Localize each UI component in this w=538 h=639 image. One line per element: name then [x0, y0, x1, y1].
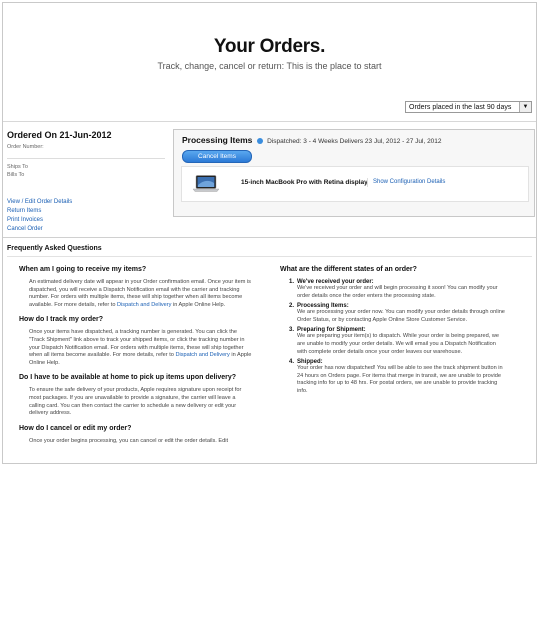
bills-to-label: Bills To [7, 172, 25, 178]
state-description: We are preparing your item(s) to dispatch. While your order is being prepared, we are unable to modify your order details. We will email you a Dispatch Notification with complete order details once your order leaves our warehouse. [297, 333, 499, 355]
state-number: 1. [288, 279, 294, 285]
state-description: Your order has now dispatched! You will be able to see the track shipment button in 24 hours on Orders page. For items that merge in transit, we are unable to provide tracking info for up to 48 hrs. For postal orders, we are unable to provide tracking info. [297, 365, 503, 394]
faq-question: When am I going to receive my items? [19, 266, 147, 273]
page-header [3, 3, 536, 122]
info-icon[interactable] [257, 138, 263, 144]
faq-question: How do I track my order? [19, 316, 104, 324]
show-configuration-link[interactable]: Show Configuration Details [373, 179, 446, 185]
faq-question: How do I cancel or edit my order? [19, 424, 132, 432]
dispatch-delivery-link[interactable]: Dispatch and Delivery [175, 352, 230, 359]
status-detail: Dispatched: 3 - 4 Weeks Delivers 23 Jul, 2012 - 27 Jul, 2012 [267, 138, 442, 145]
state-number: 3. [288, 327, 294, 334]
divider [367, 178, 368, 187]
page-subtitle: Track, change, cancel or return: This is the place to start [157, 61, 382, 71]
divider [7, 256, 532, 257]
state-title: Preparing for Shipment: [297, 327, 366, 334]
status-label: Processing Items [182, 135, 253, 145]
faq-title: Frequently Asked Questions [7, 245, 102, 252]
order-state-item [280, 279, 506, 300]
orders-filter-select[interactable] [405, 101, 532, 113]
order-state-item [280, 327, 506, 356]
dispatch-delivery-link[interactable]: Dispatch and Delivery [116, 301, 172, 308]
state-description: We are processing your order now. You can modify your order details through online Order Status, or by contacting Apple Online Store Customer Service. [297, 309, 505, 323]
page-title: Your Orders. [213, 36, 326, 57]
print-invoices-link[interactable]: Print Invoices [7, 217, 44, 223]
processing-panel [173, 129, 535, 217]
order-summary [7, 130, 165, 234]
faq-question: Do I have to be available at home to pick up items upon delivery? [19, 374, 237, 382]
cancel-items-button[interactable]: Cancel Items [182, 150, 252, 163]
faq-answer: Once your items have dispatched, a tracking number is generated. You can click the "Track Shipment" link above to track your shipped items, or click the tracking number in your Dispatch Notification email. For orders with multiple items, these will ship together when all items become available. For more details, refer to Dispatch and Delivery in Apple Online Help. [29, 329, 252, 366]
processing-status [182, 135, 442, 145]
faq-questions [19, 266, 252, 452]
state-title: Processing Items: [297, 303, 349, 310]
order-item [181, 166, 529, 202]
order-states-title: What are the different states of an order? [280, 266, 417, 273]
view-edit-order-link[interactable]: View / Edit Order Details [7, 199, 73, 205]
order-state-item [280, 359, 506, 395]
divider [7, 158, 165, 159]
order-actions [7, 198, 72, 234]
ships-to-label: Ships To [7, 164, 28, 170]
state-title: We've received your order: [297, 279, 374, 285]
cancel-order-link[interactable]: Cancel Order [7, 226, 43, 232]
faq-section [3, 238, 536, 464]
order-state-item [280, 303, 506, 324]
faq-answer: To ensure the safe delivery of your products, Apple requires signature upon receipt for most packages. If you are unavailable to provide a signature, the carrier will leave a calling card. You can then contact the carrier to schedule a new delivery or edit your delivery address. [29, 387, 242, 417]
return-items-link[interactable]: Return Items [7, 208, 42, 214]
orders-filter-value: Orders placed in the last 90 days [409, 104, 512, 111]
order-number-label: Order Number: [7, 144, 44, 150]
state-number: 2. [288, 303, 294, 310]
item-name: 15-inch MacBook Pro with Retina display [241, 179, 368, 186]
state-title: Shipped: [297, 359, 323, 366]
macbook-thumbnail [192, 175, 220, 192]
orders-page [2, 2, 537, 464]
state-description: We've received your order and will begin processing it soon! You can modify your order details once the order enters the processing state. [297, 285, 498, 299]
dropdown-arrow-icon[interactable]: ▼ [519, 102, 531, 112]
order-states [280, 266, 506, 399]
faq-answer: Once your order begins processing, you can cancel or edit the order details. Edit [29, 437, 228, 444]
order-date: Ordered On 21-Jun-2012 [7, 130, 112, 140]
state-number: 4. [288, 359, 294, 366]
faq-answer: An estimated delivery date will appear in your Order confirmation email. Once your item is dispatched, you will receive a Dispatch Notification email with the carrier and tracking number. For orders with multiple items, these will ship together when all items become available. For more details, refer to Dispatch and Delivery in Apple Online Help. [29, 279, 251, 308]
order-card [3, 124, 536, 238]
